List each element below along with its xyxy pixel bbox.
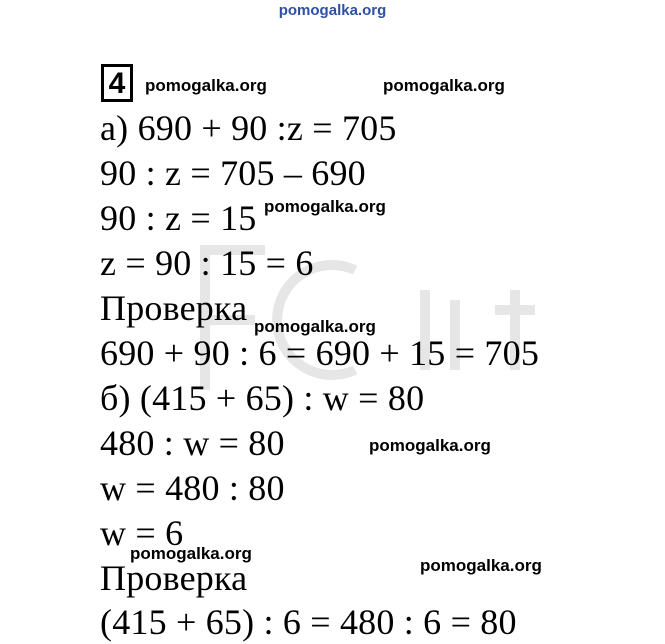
- watermark-text: pomogalka.org: [264, 197, 386, 216]
- watermark-text: pomogalka.org: [383, 76, 505, 95]
- solution-line-a-equation: а) 690 + 90 :z = 705: [100, 108, 397, 148]
- solution-line: z = 90 : 15 = 6: [100, 243, 314, 283]
- solution-line: w = 6: [100, 513, 184, 553]
- check-heading: Проверка: [100, 288, 248, 328]
- solution-line: 90 : z = 705 – 690: [100, 153, 366, 193]
- watermark-text: pomogalka.org: [369, 436, 491, 455]
- watermark-text: pomogalka.org: [420, 556, 542, 575]
- task-number-box: 4: [101, 64, 133, 102]
- watermark-text: pomogalka.org: [254, 317, 376, 336]
- solution-line-check: 690 + 90 : 6 = 690 + 15 = 705: [100, 333, 540, 373]
- check-heading: Проверка: [100, 558, 248, 598]
- solution-line-b-equation: б) (415 + 65) : w = 80: [100, 378, 425, 418]
- solution-line-check: (415 + 65) : 6 = 480 : 6 = 80: [100, 602, 517, 642]
- site-header-watermark: pomogalka.org: [278, 2, 387, 19]
- solution-line: 90 : z = 15: [100, 198, 257, 238]
- solution-line: 480 : w = 80: [100, 423, 285, 463]
- watermark-text: pomogalka.org: [145, 76, 267, 95]
- watermark-text: pomogalka.org: [130, 544, 252, 563]
- solution-line: w = 480 : 80: [100, 468, 285, 508]
